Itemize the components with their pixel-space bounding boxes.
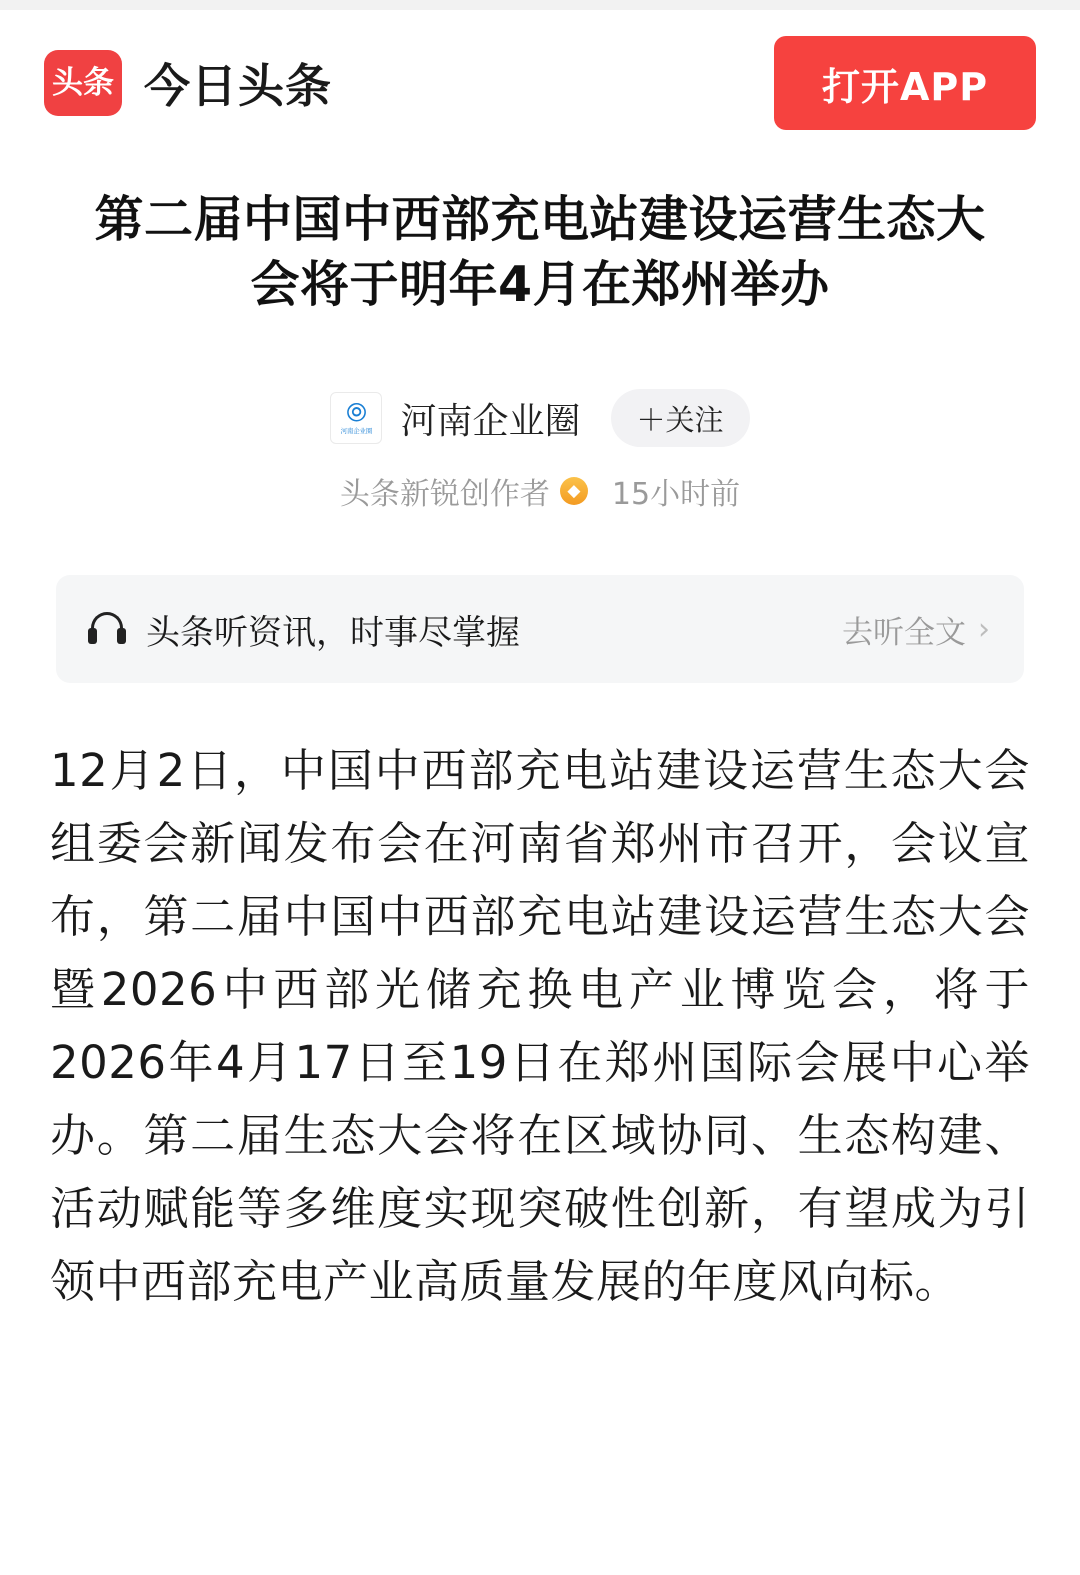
article-meta bbox=[0, 469, 1080, 513]
author-row bbox=[0, 389, 1080, 447]
author-name[interactable]: 河南企业圈 bbox=[400, 400, 581, 442]
site-header bbox=[0, 10, 1080, 130]
publish-time: 15小时前 bbox=[611, 477, 741, 513]
avatar-swirl-icon: ⦾ bbox=[346, 398, 367, 429]
follow-button[interactable]: ＋关注 bbox=[611, 389, 750, 447]
status-strip bbox=[0, 0, 1080, 10]
page-title: 第二届中国中西部充电站建设运营生态大会将于明年4月在郑州举办 bbox=[94, 191, 986, 313]
medal-icon: ◆ bbox=[560, 477, 588, 505]
chevron-right-icon: › bbox=[978, 611, 990, 647]
brand-name: 今日头条 bbox=[144, 59, 332, 113]
headphone-icon bbox=[88, 612, 126, 646]
toutiao-logo-icon: 头条 bbox=[44, 50, 122, 116]
avatar[interactable] bbox=[330, 392, 382, 444]
listen-bar-text: 头条听资讯，时事尽掌握 bbox=[146, 612, 520, 653]
article-body: 12月2日，中国中西部充电站建设运营生态大会组委会新闻发布会在河南省郑州市召开，会议宣布，第二届中国中西部充电站建设运营生态大会暨2026中西部光储充换电产业博览会，将于2026年4月17日至19日在郑州国际会展中心举办。第二届生态大会将在区域协同、生态构建、活动赋能等多维度实现突破性创新，有望成为引领中西部充电产业高质量发展的年度风向标。 bbox=[50, 744, 1030, 1308]
open-app-button[interactable]: 打开APP bbox=[774, 36, 1036, 130]
listen-action[interactable] bbox=[842, 607, 990, 652]
listen-left bbox=[88, 605, 520, 654]
listen-bar[interactable] bbox=[56, 575, 1024, 683]
avatar-label: 河南企业圈 bbox=[340, 427, 373, 435]
creator-badge-label: 头条新锐创作者 bbox=[339, 477, 550, 513]
listen-action-label: 去听全文 bbox=[842, 614, 966, 651]
brand[interactable] bbox=[44, 50, 332, 116]
